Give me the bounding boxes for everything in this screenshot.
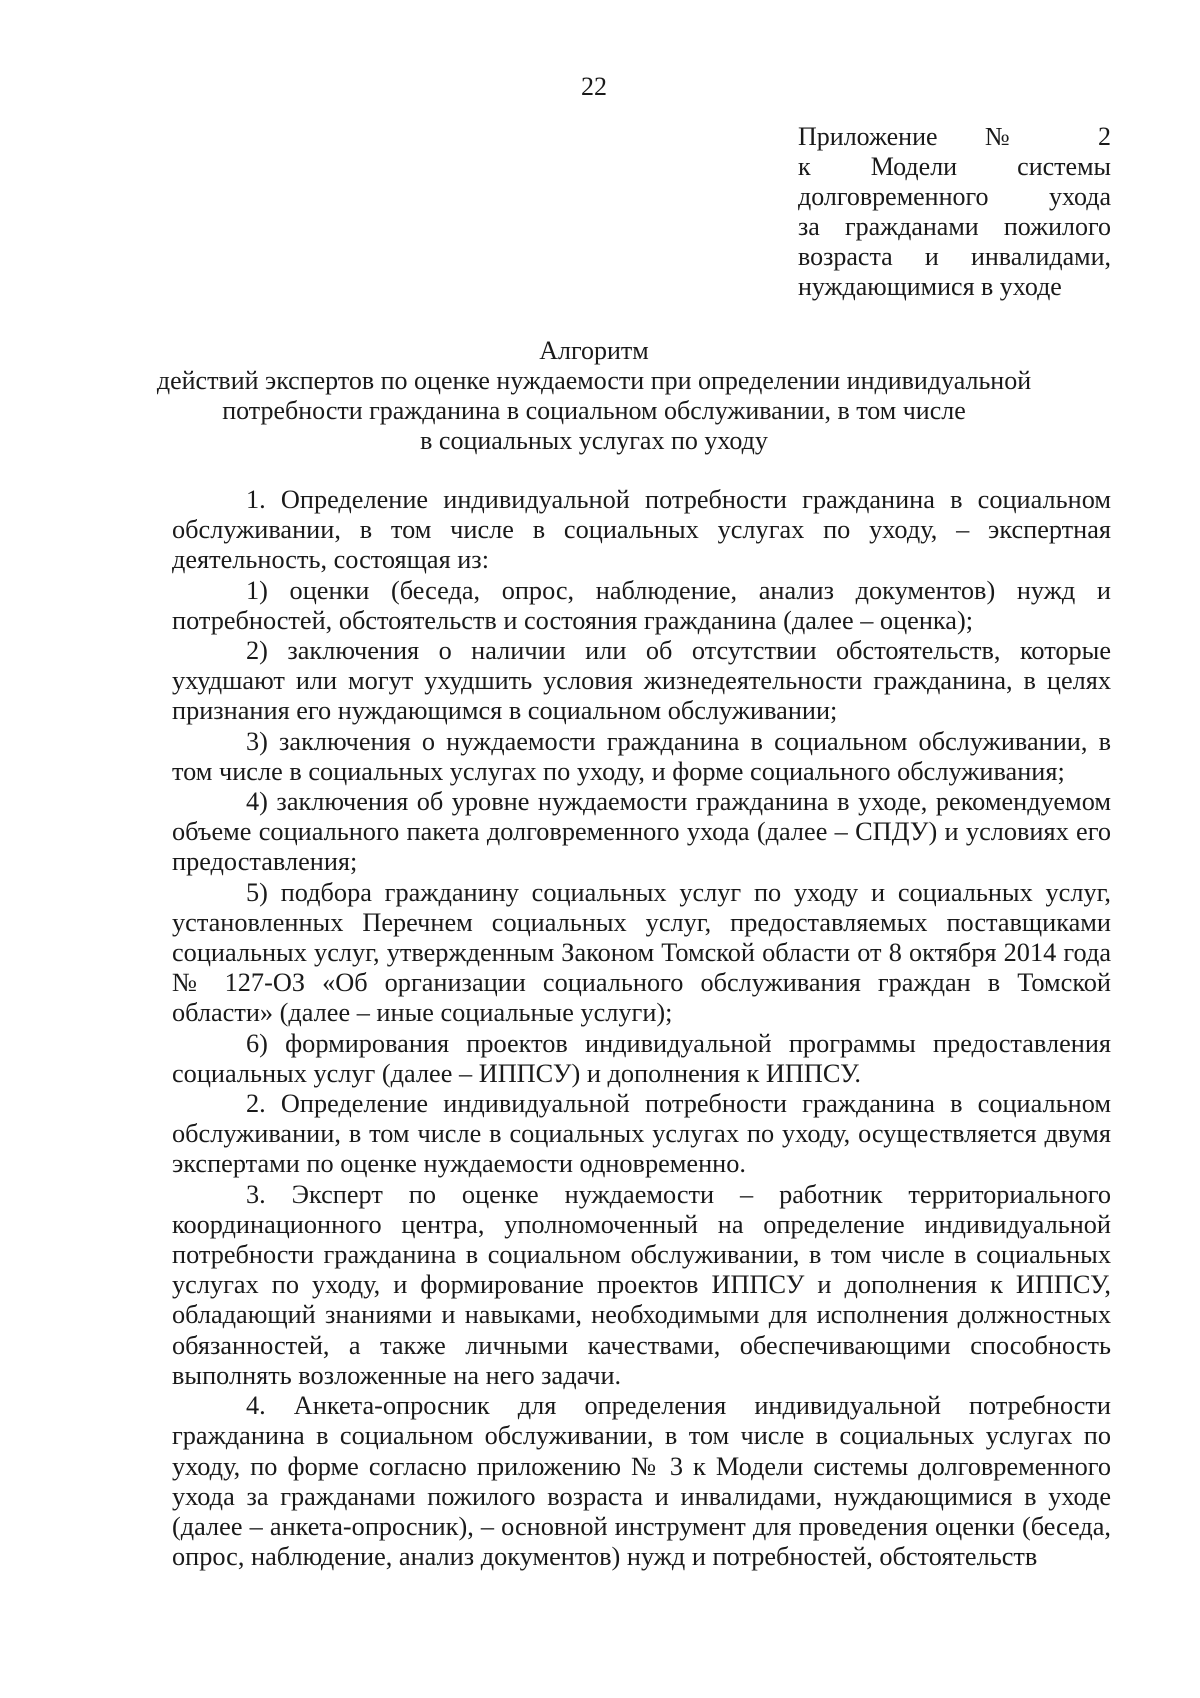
paragraph: 2. Определение индивидуальной потребности гражданина в социальном обслуживании, в том числе в социальных услугах по уходу, осуществляется двумя экспертами по оценке нуждаемости одновременно. bbox=[172, 1089, 1111, 1179]
paragraph: 3) заключения о нуждаемости гражданина в социальном обслуживании, в том числе в социальных услугах по уходу, и форме социального обслуживания; bbox=[172, 726, 1111, 786]
title-subline: потребности гражданина в социальном обслуживании, в том числе bbox=[222, 396, 966, 425]
appendix-line: долговременного ухода bbox=[798, 182, 1111, 211]
appendix-line: возраста и инвалидами, bbox=[798, 242, 1111, 271]
appendix-line: нуждающимися в уходе bbox=[798, 272, 1062, 301]
title-subline: действий экспертов по оценке нуждаемости при определении индивидуальной bbox=[156, 366, 1032, 395]
appendix-line: к Модели системы bbox=[798, 152, 1111, 181]
title-subline: в социальных услугах по уходу bbox=[420, 426, 768, 455]
appendix-line: Приложение № 2 bbox=[798, 122, 1111, 151]
document-title bbox=[150, 336, 1038, 456]
title-heading: Алгоритм bbox=[539, 336, 649, 365]
paragraph: 3. Эксперт по оценке нуждаемости – работник территориального координационного центра, уполномоченный на определение индивидуальной потребности гражданина в социальном обслуживании, в том числе в социальных услугах по уходу, и формирование проектов ИППСУ и дополнения к ИППСУ, обладающий знаниями и навыками, необходимыми для исполнения должностных обязанностей, а также личными качествами, обеспечивающими способность выполнять возложенные на него задачи. bbox=[172, 1179, 1111, 1390]
appendix-line: за гражданами пожилого bbox=[798, 212, 1111, 241]
paragraph: 5) подбора гражданину социальных услуг по уходу и социальных услуг, установленных Перечнем социальных услуг, предоставляемых поставщиками социальных услуг, утвержденным Законом Томской области от 8 октября 2014 года № 127-ОЗ «Об организации социального обслуживания граждан в Томской области» (далее – иные социальные услуги); bbox=[172, 877, 1111, 1028]
page-number: 22 bbox=[581, 72, 607, 101]
paragraph: 1. Определение индивидуальной потребности гражданина в социальном обслуживании, в том числе в социальных услугах по уходу, – экспертная деятельность, состоящая из: bbox=[172, 485, 1111, 575]
appendix-reference bbox=[798, 122, 1111, 302]
paragraph: 2) заключения о наличии или об отсутствии обстоятельств, которые ухудшают или могут ухудшить условия жизнедеятельности гражданина, в целях признания его нуждающимся в социальном обслуживании; bbox=[172, 636, 1111, 726]
paragraph: 4. Анкета-опросник для определения индивидуальной потребности гражданина в социальном обслуживании, в том числе в социальных услугах по уходу, по форме согласно приложению № 3 к Модели системы долговременного ухода за гражданами пожилого возраста и инвалидами, нуждающимися в уходе (далее – анкета-опросник), – основной инструмент для проведения оценки (беседа, опрос, наблюдение, анализ документов) нужд и потребностей, обстоятельств bbox=[172, 1391, 1111, 1572]
paragraph: 1) оценки (беседа, опрос, наблюдение, анализ документов) нужд и потребностей, обстоятельств и состояния гражданина (далее – оценка); bbox=[172, 575, 1111, 635]
paragraph: 6) формирования проектов индивидуальной программы предоставления социальных услуг (далее – ИППСУ) и дополнения к ИППСУ. bbox=[172, 1028, 1111, 1088]
paragraph: 4) заключения об уровне нуждаемости гражданина в уходе, рекомендуемом объеме социального пакета долговременного ухода (далее – СПДУ) и условиях его предоставления; bbox=[172, 787, 1111, 877]
document-body bbox=[172, 485, 1111, 1572]
